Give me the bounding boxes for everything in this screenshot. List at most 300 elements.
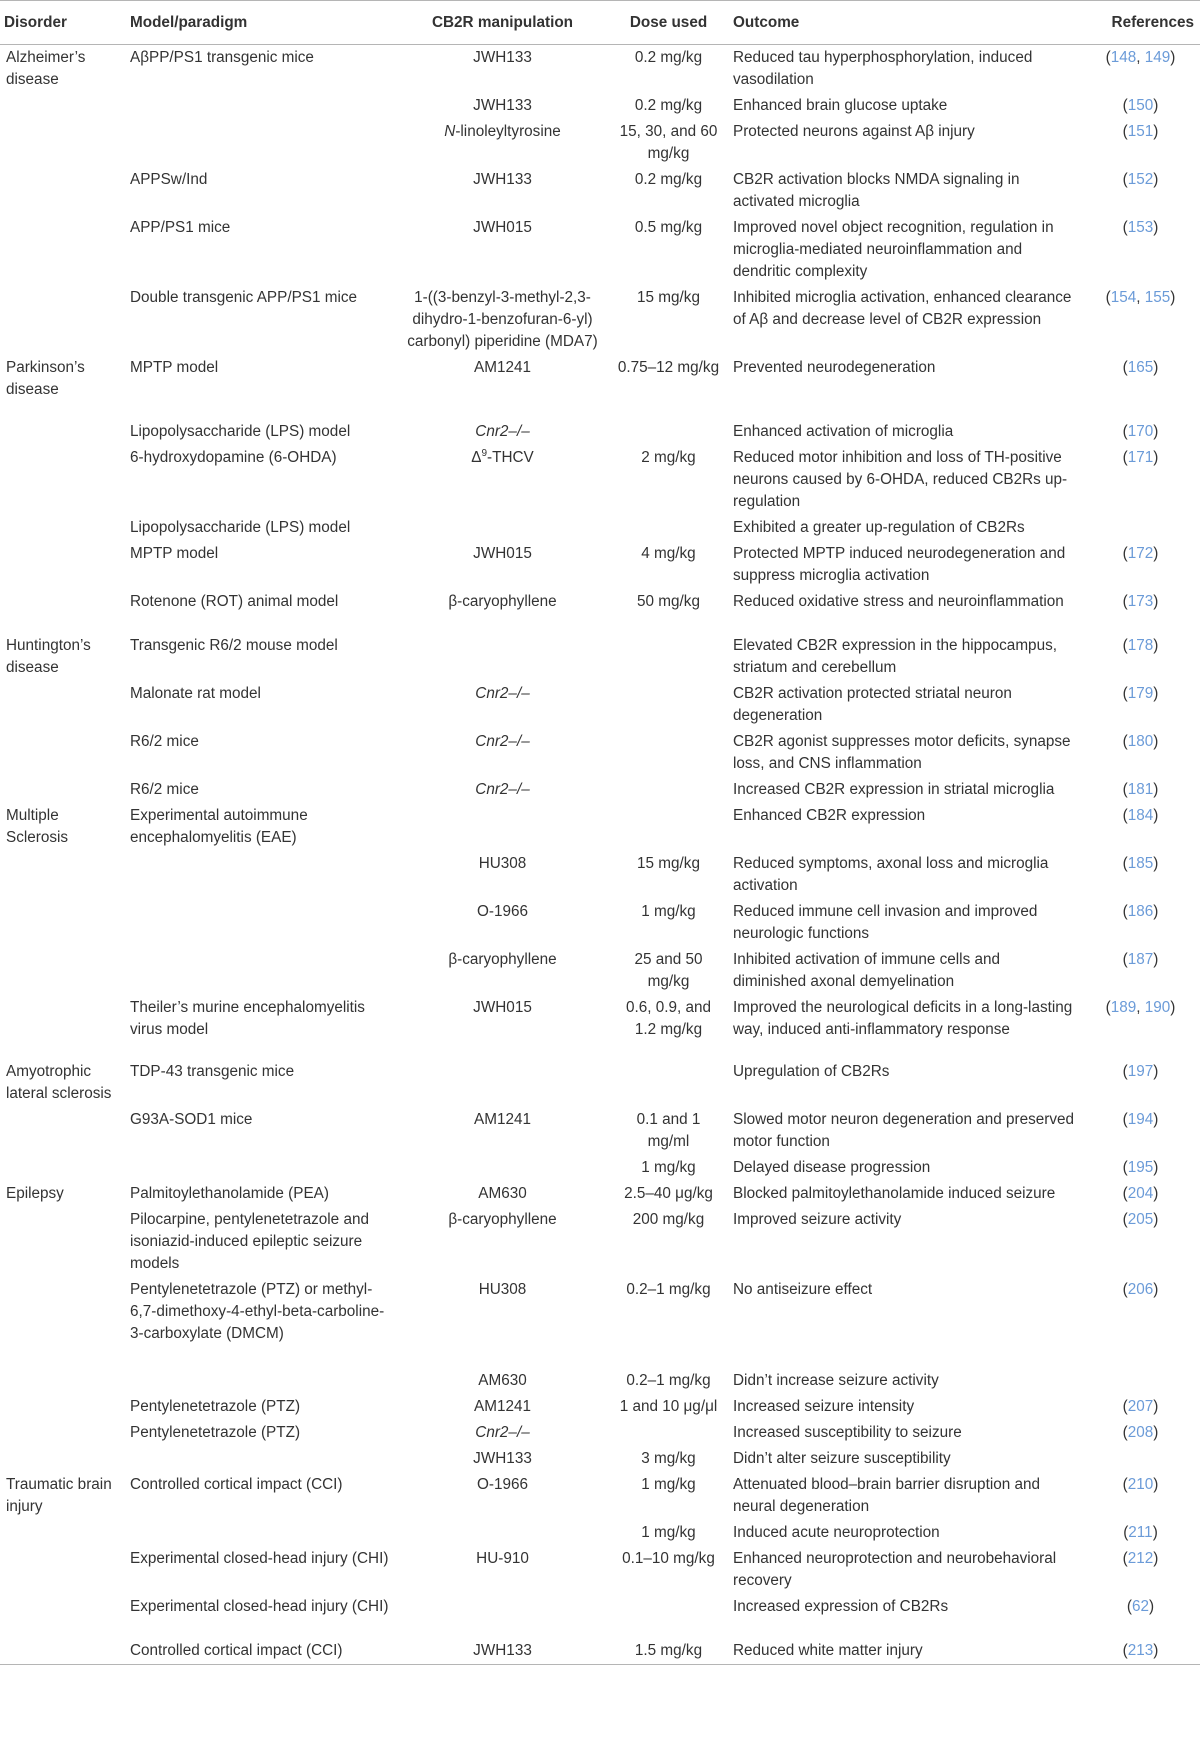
table-row [0,1059,1200,1107]
disorder-cell [0,729,122,777]
reference-link[interactable]: 173 [1127,593,1154,610]
disorder-cell: Huntington’s disease [6,637,91,676]
reference-link[interactable]: 189 [1110,999,1137,1016]
references-cell: (204) [1122,1185,1159,1202]
model-cell [122,1155,395,1181]
outcome-cell: Increased CB2R expression in striatal microglia [733,781,1055,798]
disorder-cell: Epilepsy [6,1185,64,1202]
table-row [0,633,1200,681]
dose-cell: 200 mg/kg [632,1211,705,1228]
table-row [0,93,1200,119]
outcome-cell: Improved the neurological deficits in a long-lasting way, induced anti-inflammatory response [733,999,1073,1038]
outcome-cell: Inhibited activation of immune cells and diminished axonal demyelination [733,951,1000,990]
reference-link[interactable]: 208 [1127,1424,1154,1441]
model-cell: MPTP model [130,545,219,562]
header-dose: Dose used [610,1,727,45]
disorder-cell [0,1207,122,1277]
dose-cell: 0.6, 0.9, and 1.2 mg/kg [625,999,712,1038]
cb2r-cell: AM1241 [474,1111,531,1128]
reference-link[interactable]: 210 [1127,1476,1154,1493]
model-cell: Lipopolysaccharide (LPS) model [130,423,351,440]
dose-cell: 0.2 mg/kg [634,97,703,114]
table-row [0,1107,1200,1155]
outcome-cell: Enhanced brain glucose uptake [733,97,948,114]
reference-link[interactable]: 172 [1127,545,1154,562]
dose-cell: 15 mg/kg [637,855,700,872]
references-cell: (179) [1122,685,1159,702]
cb2r-cell: HU308 [478,855,527,872]
outcome-cell: Delayed disease progression [733,1159,931,1176]
dose-cell: 0.2 mg/kg [634,49,703,66]
header-disorder: Disorder [0,1,122,45]
cb2r-text: -THCV [487,449,534,466]
references-cell: (187) [1122,951,1159,968]
cb2r-superscript: 9 [481,447,488,459]
reference-link[interactable]: 197 [1127,1063,1154,1080]
outcome-cell: Increased susceptibility to seizure [733,1424,962,1441]
references-cell [1081,1368,1200,1394]
outcome-cell: Elevated CB2R expression in the hippocampus, striatum and cerebellum [733,637,1057,676]
model-cell: AβPP/PS1 transgenic mice [130,49,314,66]
outcome-cell: Exhibited a greater up-regulation of CB2Rs [733,519,1025,536]
references-cell: (165) [1122,359,1159,376]
table-row [0,419,1200,445]
dose-cell: 4 mg/kg [641,545,696,562]
outcome-cell: Improved seizure activity [733,1211,902,1228]
model-cell: G93A-SOD1 mice [130,1111,253,1128]
table-row [0,589,1200,633]
references-cell: (172) [1122,545,1159,562]
disorder-cell [0,1594,122,1638]
table-row [0,1207,1200,1277]
outcome-cell: CB2R activation protected striatal neuron degeneration [733,685,1012,724]
cb2r-cell: Cnr2–/– [475,423,530,440]
references-cell: (211) [1123,1524,1158,1541]
table-row [0,729,1200,777]
references-cell: (180) [1122,733,1159,750]
disorder-cell: Traumatic brain injury [6,1476,112,1515]
disorder-cell: Alzheimer’s disease [6,49,86,88]
model-cell: Pentylenetetrazole (PTZ) [130,1424,301,1441]
reference-link[interactable]: 190 [1144,999,1171,1016]
reference-link[interactable]: 148 [1110,49,1137,66]
reference-link[interactable]: 185 [1127,855,1154,872]
table-row [0,45,1200,94]
dose-cell [610,1594,727,1638]
outcome-cell: No antiseizure effect [733,1281,873,1298]
disorder-cell [0,851,122,899]
table-row [0,681,1200,729]
outcome-cell: Reduced immune cell invasion and improved neurologic functions [733,903,1038,942]
model-cell [122,947,395,995]
outcome-cell: Increased expression of CB2Rs [733,1598,949,1615]
cb2r-cell: JWH015 [473,545,532,562]
model-cell: APPSw/Ind [130,171,208,188]
outcome-cell: Reduced tau hyperphosphorylation, induced vasodilation [733,49,1033,88]
outcome-cell: Blocked palmitoylethanolamide induced seizure [733,1185,1056,1202]
disorder-cell [0,1368,122,1394]
disorder-cell [0,119,122,167]
outcome-cell: Enhanced neuroprotection and neurobehavioral recovery [733,1550,1057,1589]
cb2r-cell [395,1059,610,1107]
table-row [0,541,1200,589]
reference-link[interactable]: 154 [1110,289,1137,306]
reference-link[interactable]: 151 [1127,123,1154,140]
table-row [0,1638,1200,1665]
reference-link[interactable]: 179 [1127,685,1154,702]
reference-link[interactable]: 152 [1127,171,1154,188]
cb2r-cell [395,633,610,681]
references-cell: (150) [1122,97,1159,114]
references-cell [1081,515,1200,541]
references-cell: (153) [1122,219,1159,236]
outcome-cell: Reduced motor inhibition and loss of TH-positive neurons caused by 6-OHDA, reduced CB2Rs up-regulation [733,449,1068,510]
model-cell: Experimental closed-head injury (CHI) [130,1550,389,1567]
cb2r-cell [395,515,610,541]
references-cell: (152) [1122,171,1159,188]
table-row [0,1394,1200,1420]
model-cell [122,899,395,947]
table-row [0,445,1200,515]
disorder-cell [0,1546,122,1594]
dose-cell: 3 mg/kg [641,1450,696,1467]
dose-cell [610,681,727,729]
reference-link[interactable]: 213 [1127,1642,1154,1659]
dose-cell: 0.2–1 mg/kg [626,1281,711,1298]
dose-cell: 2 mg/kg [641,449,696,466]
reference-link[interactable]: 153 [1127,219,1154,236]
dose-cell: 0.1–10 mg/kg [622,1550,715,1567]
dose-cell: 50 mg/kg [637,593,700,610]
outcome-cell: Reduced symptoms, axonal loss and microglia activation [733,855,1049,894]
cb2r-italic-prefix: N [444,123,456,140]
cb2r-cell: JWH133 [395,1638,610,1665]
dose-cell: 25 and 50 mg/kg [634,951,703,990]
dose-cell [610,419,727,445]
references-cell: (207) [1122,1398,1159,1415]
table-row [0,777,1200,803]
cb2r-cell: HU-910 [476,1550,529,1567]
model-cell: Theiler’s murine encephalomyelitis virus model [130,999,365,1038]
table-row [0,119,1200,167]
dose-cell: 1 mg/kg [641,1524,696,1541]
cb2r-cell: AM630 [478,1372,527,1389]
cb2r-cell [395,1594,610,1638]
disorder-cell [0,995,122,1059]
references-cell: (208) [1122,1424,1159,1441]
table-row [0,1181,1200,1207]
cb2r-cell: JWH015 [473,219,532,236]
cb2r-cell [395,1155,610,1181]
disorder-cell [0,589,122,633]
table-row [0,1368,1200,1394]
references-cell: (189, 190) [1105,999,1176,1016]
outcome-cell: Reduced white matter injury [727,1638,1081,1665]
model-cell [122,93,395,119]
table-row [0,947,1200,995]
references-cell: (213) [1081,1638,1200,1665]
outcome-cell: Enhanced CB2R expression [733,807,926,824]
disorder-cell: Parkinson’s disease [6,359,85,398]
outcome-cell: Protected MPTP induced neurodegeneration and suppress microglia activation [733,545,1066,584]
disorder-cell [0,777,122,803]
outcome-cell: Upregulation of CB2Rs [733,1063,890,1080]
model-cell [122,1368,395,1394]
references-cell: (194) [1122,1111,1159,1128]
cb2r-cell: Cnr2–/– [475,781,530,798]
cb2r-cell: AM1241 [474,359,531,376]
reference-link[interactable]: 150 [1127,97,1154,114]
reference-link[interactable]: 186 [1127,903,1154,920]
header-row [0,1,1200,45]
table-row [0,515,1200,541]
outcome-cell: CB2R activation blocks NMDA signaling in activated microglia [733,171,1020,210]
references-cell: (195) [1122,1159,1159,1176]
reference-link[interactable]: 170 [1127,423,1154,440]
model-cell: R6/2 mice [130,733,199,750]
cb2r-cell [395,1520,610,1546]
model-cell: MPTP model [130,359,219,376]
outcome-cell: Attenuated blood–brain barrier disruption and neural degeneration [733,1476,1040,1515]
disorder-cell [0,1107,122,1155]
dose-cell: 0.5 mg/kg [634,219,703,236]
table-header [0,1,1200,45]
model-cell: Rotenone (ROT) animal model [130,593,339,610]
disorder-cell [0,1277,122,1368]
references-cell [1081,1446,1200,1472]
reference-link[interactable]: 194 [1127,1111,1154,1128]
table-row [0,1546,1200,1594]
references-cell: (178) [1122,637,1159,654]
reference-link[interactable]: 207 [1127,1398,1154,1415]
model-cell: Controlled cortical impact (CCI) [130,1476,343,1493]
disorder-cell [0,419,122,445]
table-row [0,1594,1200,1638]
references-cell: (148, 149) [1105,49,1176,66]
reference-link[interactable]: 165 [1127,359,1154,376]
reference-link[interactable]: 204 [1127,1185,1154,1202]
cb2r-cell: Cnr2–/– [475,733,530,750]
cb2r-cell: β-caryophyllene [448,593,557,610]
cb2r-cell: O-1966 [476,1476,529,1493]
cb2r-cell: JWH015 [473,999,532,1016]
disorder-cell: Amyotrophic lateral sclerosis [6,1063,112,1102]
dose-cell [610,633,727,681]
disorder-cell: Multiple Sclerosis [6,807,69,846]
dose-cell: 2.5–40 μg/kg [624,1185,713,1202]
model-cell: Malonate rat model [130,685,261,702]
table-body [0,45,1200,1665]
model-cell [122,119,395,167]
reference-link[interactable]: 195 [1127,1159,1154,1176]
cb2r-cell: JWH133 [473,171,532,188]
disorder-cell [0,1394,122,1420]
outcome-cell: Reduced oxidative stress and neuroinflammation [733,593,1064,610]
cb2r-cell: β-caryophyllene [448,951,557,968]
cb2r-cell: JWH133 [473,1450,532,1467]
disorder-cell [0,899,122,947]
model-cell: Lipopolysaccharide (LPS) model [130,519,351,536]
cb2r-text: -linoleyltyrosine [455,123,561,140]
model-cell: Experimental closed-head injury (CHI) [130,1598,389,1615]
cb2r-cell: O-1966 [476,903,529,920]
dose-cell [610,803,727,851]
disorder-cell [0,1420,122,1446]
outcome-cell: Slowed motor neuron degeneration and preserved motor function [733,1111,1075,1150]
table-row [0,899,1200,947]
cb2r-cell [395,803,610,851]
references-cell: (62) [1126,1598,1155,1615]
disorder-cell [0,515,122,541]
model-cell [122,1446,395,1472]
cb2r-cell: AM630 [478,1185,527,1202]
cb2r-text: Δ [471,449,482,466]
table-row [0,803,1200,851]
reference-link[interactable]: 181 [1127,781,1154,798]
cb2r-cell: AM1241 [474,1398,531,1415]
model-cell: Pentylenetetrazole (PTZ) [130,1398,301,1415]
references-cell: (184) [1122,807,1159,824]
reference-link[interactable]: 155 [1144,289,1171,306]
model-cell: Controlled cortical impact (CCI) [122,1638,395,1665]
reference-link[interactable]: 205 [1127,1211,1154,1228]
references-cell: (154, 155) [1105,289,1176,306]
table-row [0,1472,1200,1520]
reference-link[interactable]: 206 [1127,1281,1154,1298]
table-row [0,167,1200,215]
header-model: Model/paradigm [122,1,395,45]
dose-cell [610,1059,727,1107]
references-cell: (206) [1122,1281,1159,1298]
reference-link[interactable]: 180 [1127,733,1154,750]
reference-link[interactable]: 211 [1128,1524,1153,1541]
reference-link[interactable]: 212 [1127,1550,1154,1567]
references-cell: (173) [1122,593,1159,610]
reference-link[interactable]: 184 [1127,807,1154,824]
dose-cell: 15 mg/kg [637,289,700,306]
header-references: References [1081,1,1200,45]
model-cell: APP/PS1 mice [130,219,231,236]
references-cell: (186) [1122,903,1159,920]
outcome-cell: Didn’t alter seizure susceptibility [733,1450,951,1467]
table-row [0,285,1200,355]
dose-cell: 1 mg/kg [641,1476,696,1493]
table-row [0,1420,1200,1446]
model-cell: Pentylenetetrazole (PTZ) or methyl-6,7-dimethoxy-4-ethyl-beta-carboline-3-carboxylate (DMCM) [130,1281,385,1342]
outcome-cell: Protected neurons against Aβ injury [733,123,975,140]
table-row [0,1155,1200,1181]
dose-cell: 0.2–1 mg/kg [626,1372,711,1389]
outcome-cell: Enhanced activation of microglia [733,423,954,440]
model-cell: Double transgenic APP/PS1 mice [130,289,358,306]
references-cell: (197) [1122,1063,1159,1080]
table-row [0,995,1200,1059]
dose-cell [610,729,727,777]
cb2r-cell [395,119,610,167]
outcome-cell: Prevented neurodegeneration [733,359,936,376]
references-cell: (151) [1122,123,1159,140]
reference-link[interactable]: 149 [1144,49,1171,66]
references-cell: (171) [1122,449,1159,466]
outcome-cell: Improved novel object recognition, regulation in microglia-mediated neuroinflammation and dendritic complexity [733,219,1054,280]
references-cell: (212) [1122,1550,1159,1567]
dose-cell: 0.75–12 mg/kg [617,359,720,376]
reference-link[interactable]: 178 [1127,637,1154,654]
disorder-cell [0,1155,122,1181]
cb2r-cell: JWH133 [473,97,532,114]
model-cell: TDP-43 transgenic mice [130,1063,295,1080]
cb2r-cell: HU308 [478,1281,527,1298]
disorder-cell [0,93,122,119]
dose-cell: 1.5 mg/kg [610,1638,727,1665]
disorder-cell [0,541,122,589]
references-cell: (185) [1122,855,1159,872]
reference-link[interactable]: 62 [1131,1598,1149,1615]
table-row [0,851,1200,899]
outcome-cell: CB2R agonist suppresses motor deficits, synapse loss, and CNS inflammation [733,733,1071,772]
disorder-cell [0,1446,122,1472]
model-cell: R6/2 mice [130,781,199,798]
disorder-cell [0,445,122,515]
outcome-cell: Inhibited microglia activation, enhanced clearance of Aβ and decrease level of CB2R expression [733,289,1072,328]
model-cell [122,851,395,899]
disorder-cell [0,681,122,729]
cb2r-cell: β-caryophyllene [448,1211,557,1228]
dose-cell: 0.2 mg/kg [634,171,703,188]
cb2r-cell: Cnr2–/– [475,685,530,702]
references-cell: (170) [1122,423,1159,440]
outcome-cell: Induced acute neuroprotection [733,1524,940,1541]
dose-cell [610,515,727,541]
disorder-cell [0,947,122,995]
model-cell: Palmitoylethanolamide (PEA) [130,1185,329,1202]
header-outcome: Outcome [727,1,1081,45]
references-cell: (181) [1122,781,1159,798]
dose-cell: 1 mg/kg [641,903,696,920]
outcome-cell: Increased seizure intensity [733,1398,915,1415]
cb2r-cell [395,445,610,515]
disorder-cell [0,1520,122,1546]
dose-cell: 1 mg/kg [641,1159,696,1176]
model-cell: 6-hydroxydopamine (6-OHDA) [130,449,337,466]
references-cell: (210) [1122,1476,1159,1493]
table-row [0,215,1200,285]
dose-cell: 1 and 10 μg/μl [619,1398,718,1415]
references-cell: (205) [1122,1211,1159,1228]
outcome-cell: Didn’t increase seizure activity [733,1372,939,1389]
cb2r-cell: JWH133 [473,49,532,66]
header-cb2r: CB2R manipulation [395,1,610,45]
disorder-cell [0,167,122,215]
dose-cell: 15, 30, and 60 mg/kg [619,123,718,162]
dose-cell [610,1420,727,1446]
table-row [0,355,1200,419]
reference-link[interactable]: 187 [1127,951,1154,968]
dose-cell: 0.1 and 1 mg/ml [636,1111,701,1150]
table-row [0,1277,1200,1368]
model-cell: Experimental autoimmune encephalomyelitis (EAE) [130,807,308,846]
dose-cell [610,777,727,803]
table-row [0,1520,1200,1546]
reference-link[interactable]: 171 [1127,449,1154,466]
table-row [0,1446,1200,1472]
model-cell: Pilocarpine, pentylenetetrazole and isoniazid-induced epileptic seizure models [130,1211,369,1272]
disorder-cell [0,215,122,285]
cb2r-cell: 1-((3-benzyl-3-methyl-2,3-dihydro-1-benzofuran-6-yl) carbonyl) piperidine (MDA7) [407,289,598,350]
disorder-cell [0,285,122,355]
model-cell [122,1520,395,1546]
disorder-cell [0,1638,122,1665]
